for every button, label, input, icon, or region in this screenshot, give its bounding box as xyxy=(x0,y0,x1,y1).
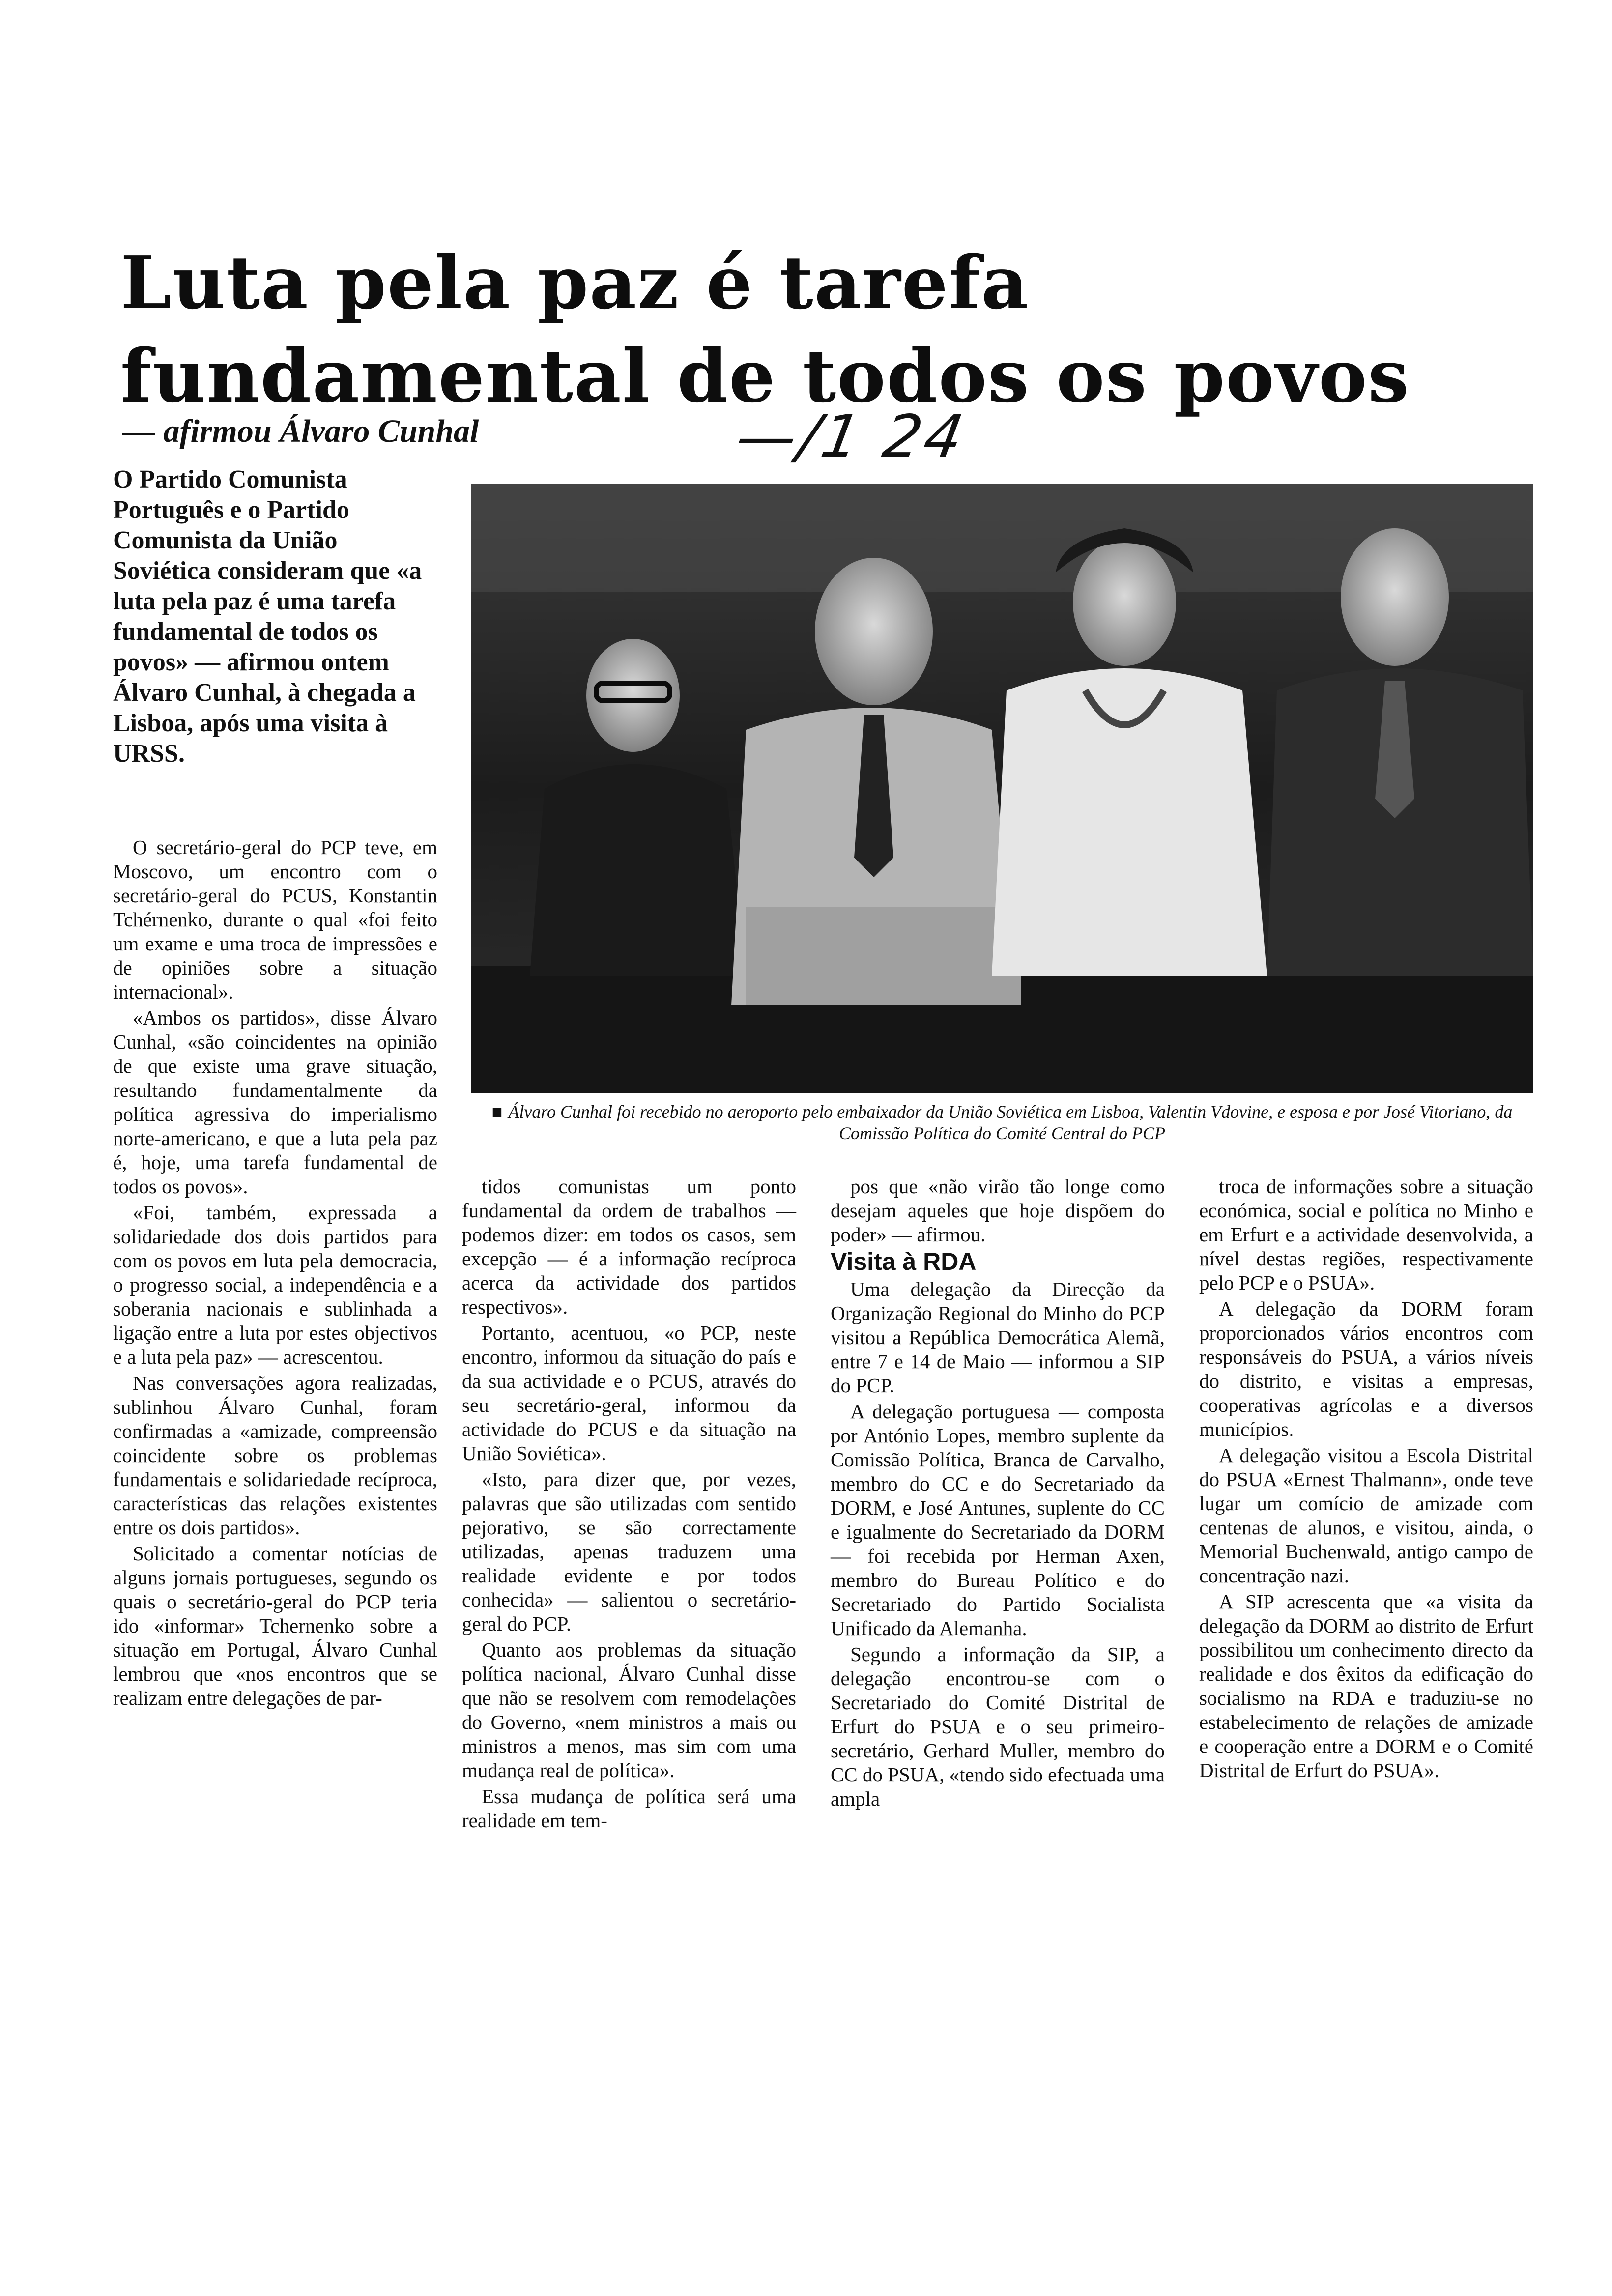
subheading: Visita à RDA xyxy=(831,1248,977,1275)
handwritten-mark: —/1 24 xyxy=(731,403,971,471)
headline xyxy=(120,236,1447,423)
paragraph: Solicitado a comentar notícias de alguns jornais portugueses, segundo os quais o secretário-geral do PCP teria ido «informar» Tchernenko sobre a situação em Portugal, Álvaro Cunhal lembrou que «nos encontros que se realizam entre delegações de par- xyxy=(113,1542,437,1709)
paragraph: Essa mudança de política será uma realidade em tem- xyxy=(462,1785,796,1832)
paragraph: A delegação portuguesa — composta por António Lopes, membro suplente da Comissão Política, Branca de Carvalho, membro do CC e do Secretariado da DORM, e José Antunes, suplente do CC e igualmente do Secretariado da DORM — foi recebida por Herman Axen, membro do Bureau Político e do Secretariado do Partido Socialista Unificado da Alemanha. xyxy=(831,1400,1165,1639)
headline-line-1: Luta pela paz é tarefa xyxy=(120,240,1030,325)
paragraph: Quanto aos problemas da situação política nacional, Álvaro Cunhal disse que não se resolvem com remodelações do Governo, «nem ministros a mais ou ministros a menos, mas sim com uma mudança real de política». xyxy=(462,1638,796,1781)
paragraph: Nas conversações agora realizadas, sublinhou Álvaro Cunhal, foram confirmadas a «amizade, compreensão coincidente sobre os problemas fundamentais e solidariedade recíproca, características das relações existentes entre os dois partidos». xyxy=(113,1372,437,1539)
paragraph: O secretário-geral do PCP teve, em Moscovo, um encontro com o secretário-geral do PCUS, Konstantin Tchérnenko, durante o qual «foi feito um exame e uma troca de impressões e de opiniões sobre a situação internacional». xyxy=(113,836,437,1003)
byline: — afirmou Álvaro Cunhal xyxy=(123,413,479,449)
article-column-3 xyxy=(831,1175,1165,1811)
paragraph: Portanto, acentuou, «o PCP, neste encontro, informou da situação do país e da sua actividade e o PCUS, através do seu secretário-geral, informou da actividade do PCUS e da situação na União Soviética». xyxy=(462,1321,796,1464)
paragraph: tidos comunistas um ponto fundamental da ordem de trabalhos — podemos dizer: em todos os casos, sem excepção — é a informação recíproca acerca da actividade dos partidos respectivos». xyxy=(462,1175,796,1318)
paragraph: «Ambos os partidos», disse Álvaro Cunhal, «são coincidentes na opinião de que existe uma grave situação, resultando fundamentalmente da política agressiva do imperialismo norte-americano, e que a luta pela paz é, hoje, uma tarefa fundamental de todos os povos». xyxy=(113,1006,437,1198)
lead-paragraph xyxy=(113,464,432,769)
paragraph: pos que «não virão tão longe como desejam aqueles que hoje dispõem do poder» — afirmou. xyxy=(831,1175,1165,1246)
article-column-4 xyxy=(1199,1175,1533,1782)
paragraph: A delegação visitou a Escola Distrital do PSUA «Ernest Thalmann», onde teve lugar um comício de amizade com centenas de alunos, e visitou, ainda, o Memorial Buchenwald, antigo campo de concentração nazi. xyxy=(1199,1444,1533,1587)
paragraph: Uma delegação da Direcção da Organização Regional do Minho do PCP visitou a República Democrática Alemã, entre 7 e 14 de Maio — informou a SIP do PCP. xyxy=(831,1278,1165,1397)
paragraph: Segundo a informação da SIP, a delegação encontrou-se com o Secretariado do Comité Distrital de Erfurt do PSUA e o seu primeiro-secretário, Gerhard Muller, membro do CC do PSUA, «tendo sido efectuada uma ampla xyxy=(831,1643,1165,1810)
paragraph: «Isto, para dizer que, por vezes, palavras que são utilizadas com sentido pejorativo, se são correctamente utilizadas, apenas traduzem uma realidade evidente e por todos conhecida» — salientou o secretário-geral do PCP. xyxy=(462,1468,796,1635)
article-column-2 xyxy=(462,1175,796,1833)
caption-bullet-icon: ■ xyxy=(491,1102,503,1121)
caption-text: Álvaro Cunhal foi recebido no aeroporto pelo embaixador da União Soviética em Lisboa, Valentin Vdovine, e esposa e por José Vitoriano, da Comissão Política do Comité Central do PCP xyxy=(508,1102,1513,1143)
paragraph: A SIP acrescenta que «a visita da delegação da DORM ao distrito de Erfurt possibilitou um conhecimento directo da realidade e dos êxitos da edificação do socialismo na RDA e traduziu-se no estabelecimento de relações de amizade e cooperação entre a DORM e o Comité Distrital de Erfurt do PSUA». xyxy=(1199,1590,1533,1781)
photo-illustration xyxy=(471,484,1533,1093)
lead-text: O Partido Comunista Português e o Partido Comunista da União Soviética consideram que «a luta pela paz é uma tarefa fundamental de todos os povos» — afirmou ontem Álvaro Cunhal, à chegada a Lisboa, após uma visita à URSS. xyxy=(113,465,422,768)
paragraph: «Foi, também, expressada a solidariedade dos dois partidos para com os povos em luta pela democracia, o progresso social, a independência e a soberania nacionais e sublinhada a ligação entre a luta por estes objectivos e a luta pela paz» — acrescentou. xyxy=(113,1201,437,1368)
photo-caption xyxy=(471,1101,1533,1144)
paragraph: A delegação da DORM foram proporcionados vários encontros com responsáveis do PSUA, a vários níveis do distrito, e visitas a empresas, cooperativas agrícolas e a diversos municípios. xyxy=(1199,1297,1533,1440)
paragraph: troca de informações sobre a situação económica, social e política no Minho e em Erfurt e a actividade desenvolvida, a nível destas regiões, respectivamente pelo PCP e o PSUA». xyxy=(1199,1175,1533,1294)
headline-line-2: fundamental de todos os povos xyxy=(120,333,1410,419)
article-column-1 xyxy=(113,835,437,1710)
news-photo xyxy=(471,484,1533,1093)
